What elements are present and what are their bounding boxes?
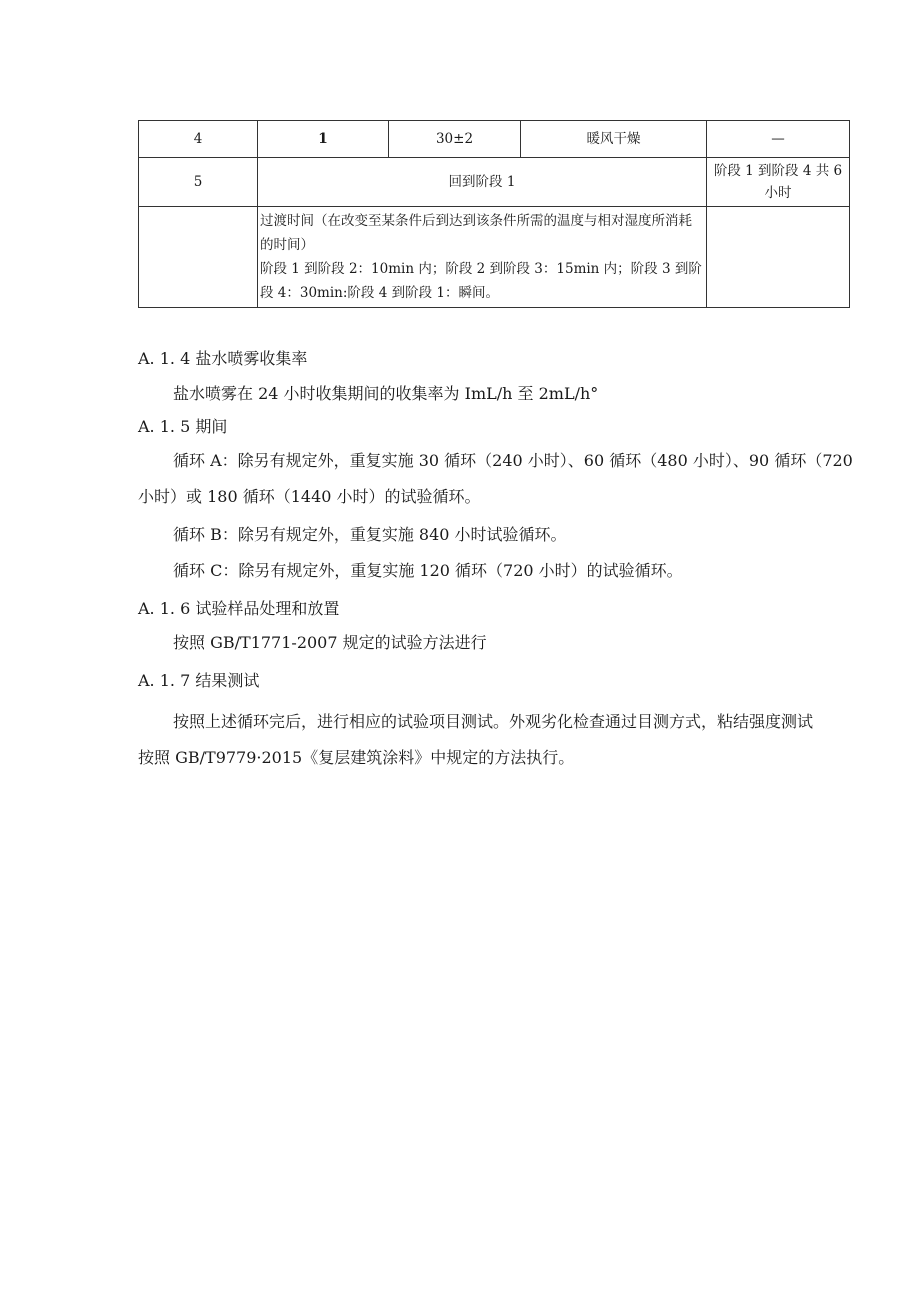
section-heading-a15: A. 1. 5 期间 [138, 417, 228, 436]
table-row [139, 207, 850, 308]
table-row [139, 121, 850, 158]
section-heading-a17: A. 1. 7 结果测试 [138, 671, 260, 690]
table-cell: 30±2 [389, 121, 521, 158]
table-cell: 1 [258, 121, 389, 158]
section-heading-a16: A. 1. 6 试验样品处理和放置 [138, 599, 340, 618]
table-cell: 回到阶段 1 [258, 158, 707, 207]
transition-time-note: 过渡时间（在改变至某条件后到达到该条件所需的温度与相对湿度所消耗的时间） 阶段 1 到阶段 2：10min 内；阶段 2 到阶段 3：15min 内；阶段 3 到阶段 4：30min:阶段 4 到阶段 1：瞬间。 [258, 207, 707, 308]
section-body-a17: 按照上述循环完后，进行相应的试验项目测试。外观劣化检查通过目测方式，粘结强度测试按照 GB/T9779·2015《复层建筑涂料》中规定的方法执行。 [138, 712, 814, 767]
table-cell: 5 [139, 158, 258, 207]
cycle-a-text: 循环 A：除另有规定外，重复实施 30 循环（240 小时）、60 循环（480 小时）、90 循环（720 小时）或 180 循环（1440 小时）的试验循环。 [138, 451, 853, 506]
table-row [139, 158, 850, 207]
section-body-a14: 盐水喷雾在 24 小时收集期间的收集率为 ImL/h 至 2mL/h° [173, 384, 599, 403]
cycle-b-text: 循环 B：除另有规定外，重复实施 840 小时试验循环。 [173, 525, 567, 544]
table-cell [707, 207, 850, 308]
table-cell: 4 [139, 121, 258, 158]
table-cell: — [707, 121, 850, 158]
cycle-c-text: 循环 C：除另有规定外，重复实施 120 循环（720 小时）的试验循环。 [173, 561, 683, 580]
table-cell: 暖风干燥 [521, 121, 707, 158]
table-cell: 阶段 1 到阶段 4 共 6 小时 [707, 158, 850, 207]
section-heading-a14: A. 1. 4 盐水喷雾收集率 [138, 349, 308, 368]
test-cycle-table [138, 120, 850, 308]
table-cell [139, 207, 258, 308]
section-body-a16: 按照 GB/T1771-2007 规定的试验方法进行 [173, 633, 487, 652]
